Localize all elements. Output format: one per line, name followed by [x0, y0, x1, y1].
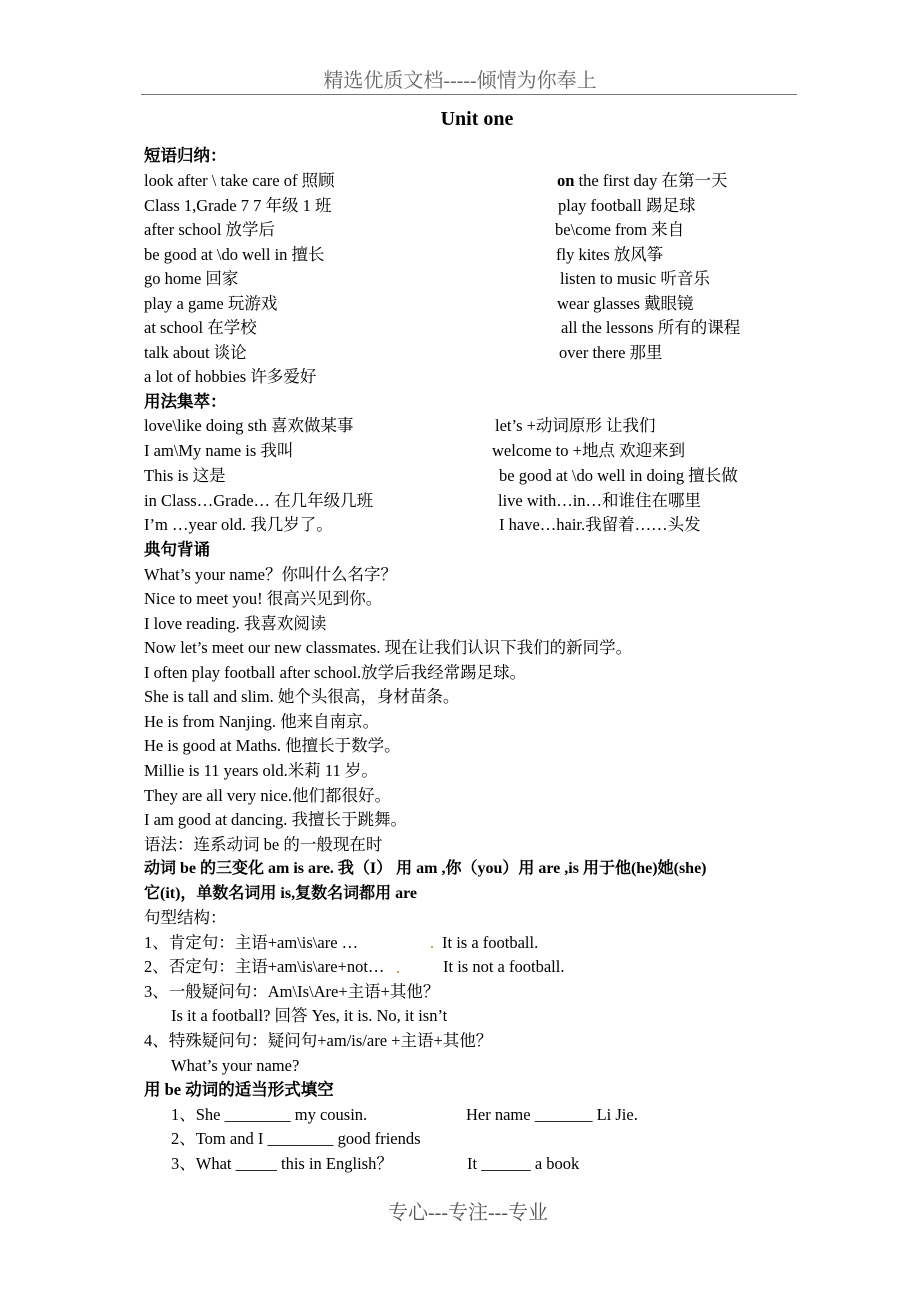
- usage-left-item: I’m …year old. 我几岁了。: [144, 515, 333, 534]
- phrase-left-item: be good at \do well in 擅长: [144, 245, 325, 264]
- marker-dot: [397, 971, 399, 973]
- phrase-text: the first day 在第一天: [574, 171, 728, 190]
- structure-item: 1、肯定句：主语+am\is\are …: [144, 933, 359, 952]
- phrase-left-item: play a game 玩游戏: [144, 294, 278, 313]
- phrase-right-item: play football 踢足球: [558, 196, 696, 215]
- sentence-item: I love reading. 我喜欢阅读: [144, 614, 327, 633]
- sentence-item: Now let’s meet our new classmates. 现在让我们认识下我们的新同学。: [144, 638, 633, 657]
- phrase-bold-word: on: [557, 171, 575, 190]
- phrase-right-item: fly kites 放风筝: [556, 245, 664, 264]
- usage-left-item: in Class…Grade… 在几年级几班: [144, 491, 374, 510]
- phrase-right-item: over there 那里: [559, 343, 663, 362]
- exercise-item: 1、She ________ my cousin.: [171, 1105, 368, 1124]
- usage-right-item: let’s +动词原形 让我们: [495, 416, 656, 435]
- page-header: 精选优质文档-----倾情为你奉上: [323, 70, 597, 92]
- sentence-item: He is from Nanjing. 他来自南京。: [144, 712, 380, 731]
- usage-heading: 用法集萃：: [144, 392, 227, 411]
- sentence-item: Millie is 11 years old.米莉 11 岁。: [144, 761, 378, 780]
- sentence-item: He is good at Maths. 他擅长于数学。: [144, 736, 401, 755]
- phrase-left-item: look after \ take care of 照顾: [144, 171, 335, 190]
- phrase-right-item: all the lessons 所有的课程: [561, 318, 741, 337]
- structure-item: 3、一般疑问句：Am\Is\Are+主语+其他？: [144, 982, 440, 1001]
- structure-example: It is not a football.: [443, 957, 565, 976]
- header-divider: [141, 94, 797, 95]
- page-title: Unit one: [440, 108, 514, 130]
- marker-dot: [431, 946, 433, 948]
- exercise-item: 2、Tom and I ________ good friends: [171, 1129, 421, 1148]
- grammar-rule-line: 动词 be 的三变化 am is are. 我（I） 用 am ,你（you）用 are ,is 用于他(he)她(she): [144, 860, 707, 877]
- structure-heading: 句型结构：: [144, 908, 227, 927]
- usage-left-item: I am\My name is 我叫: [144, 441, 294, 460]
- usage-right-item: be good at \do well in doing 擅长做: [499, 466, 738, 485]
- usage-right-item: I have…hair.我留着……头发: [499, 515, 701, 534]
- phrases-heading: 短语归纳：: [144, 146, 227, 165]
- structure-item: What’s your name?: [171, 1056, 300, 1075]
- sentence-item: She is tall and slim. 她个头很高，身材苗条。: [144, 687, 460, 706]
- phrase-left-item: a lot of hobbies 许多爱好: [144, 367, 317, 386]
- usage-right-item: welcome to +地点 欢迎来到: [492, 441, 686, 460]
- sentence-item: What’s your name？你叫什么名字？: [144, 565, 397, 584]
- phrase-left-item: after school 放学后: [144, 220, 276, 239]
- structure-item: 2、否定句：主语+am\is\are+not…: [144, 957, 385, 976]
- sentences-heading: 典句背诵: [144, 540, 210, 559]
- page-footer: 专心---专注---专业: [388, 1202, 548, 1224]
- structure-item: Is it a football? 回答 Yes, it is. No, it isn’t: [171, 1006, 448, 1025]
- usage-left-item: This is 这是: [144, 466, 226, 485]
- exercise-heading: 用 be 动词的适当形式填空: [144, 1080, 334, 1099]
- sentence-item: They are all very nice.他们都很好。: [144, 786, 391, 805]
- sentence-item: Nice to meet you! 很高兴见到你。: [144, 589, 383, 608]
- phrase-left-item: Class 1,Grade 7 7 年级 1 班: [144, 196, 332, 215]
- sentence-item: I often play football after school.放学后我经常踢足球。: [144, 663, 527, 682]
- structure-item: 4、特殊疑问句：疑问句+am/is/are +主语+其他？: [144, 1031, 493, 1050]
- phrase-right-item: be\come from 来自: [555, 220, 685, 239]
- sentence-item: I am good at dancing. 我擅长于跳舞。: [144, 810, 408, 829]
- phrase-right-item: [557, 170, 728, 192]
- grammar-title: 语法：连系动词 be 的一般现在时: [144, 835, 383, 854]
- exercise-item: Her name _______ Li Jie.: [466, 1105, 638, 1124]
- phrase-left-item: go home 回家: [144, 269, 239, 288]
- phrase-left-item: talk about 谈论: [144, 343, 247, 362]
- exercise-item: It ______ a book: [467, 1154, 580, 1173]
- phrase-right-item: listen to music 听音乐: [560, 269, 710, 288]
- structure-example: It is a football.: [442, 933, 539, 952]
- usage-right-item: live with…in…和谁住在哪里: [498, 491, 702, 510]
- phrase-right-item: wear glasses 戴眼镜: [557, 294, 694, 313]
- grammar-rule-line: 它(it)，单数名词用 is,复数名词都用 are: [144, 885, 418, 902]
- phrase-left-item: at school 在学校: [144, 318, 257, 337]
- exercise-item: 3、What _____ this in English？: [171, 1154, 393, 1173]
- usage-left-item: love\like doing sth 喜欢做某事: [144, 416, 354, 435]
